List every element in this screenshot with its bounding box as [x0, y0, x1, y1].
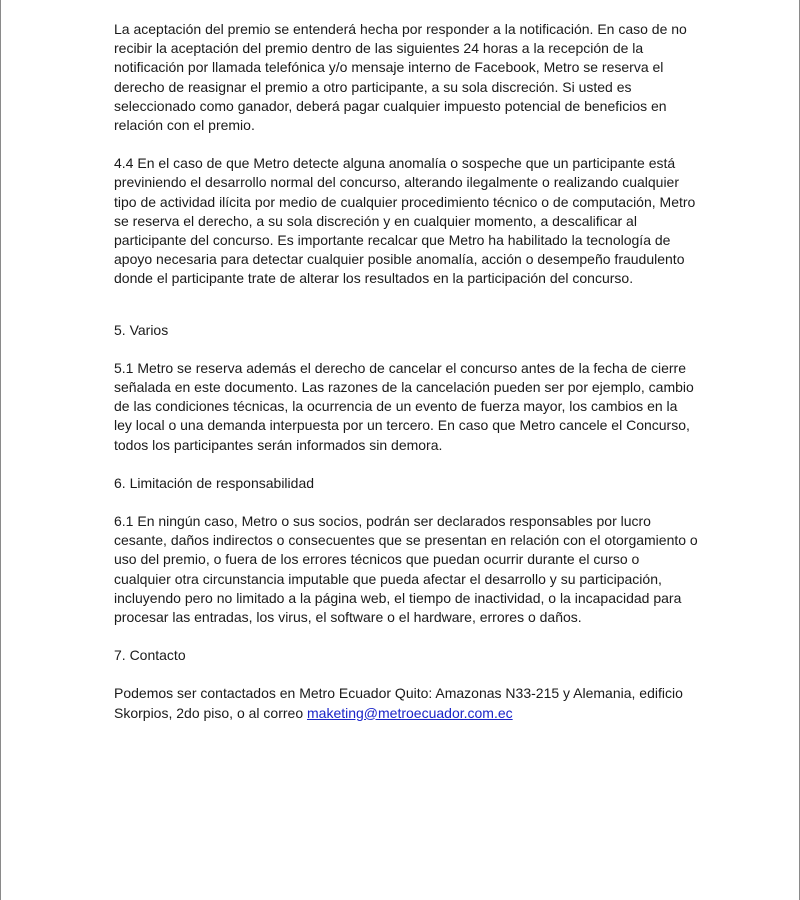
paragraph-4-4: 4.4 En el caso de que Metro detecte alguna anomalía o sospeche que un participante está previniendo el desarrollo normal del concurso, alterando ilegalmente o realizando cualquier tipo de actividad ilícita por medio de cualquier procedimiento técnico o de computación, Metro se reserva el derecho, a su sola discreción y en cualquier momento, a descalificar al participante del concurso. Es importante recalcar que Metro ha habilitado la tecnología de apoyo necesaria para detectar cualquier posible anomalía, acción o desempeño fraudulento donde el participante trate de alterar los resultados en la participación del concurso. — [114, 155, 696, 287]
document-body — [114, 20, 699, 742]
paragraph-5-1: 5.1 Metro se reserva además el derecho de cancelar el concurso antes de la fecha de cierre señalada en este documento. Las razones de la cancelación pueden ser por ejemplo, cambio de las condiciones técnicas, la ocurrencia de un evento de fuerza mayor, los cambios en la ley local o una demanda interpuesta por un tercero. En caso que Metro cancele el Concurso, todos los participantes serán informados sin demora. — [114, 359, 694, 453]
contact-email-link[interactable]: maketing@metroecuador.com.ec — [307, 704, 513, 721]
contact-text: Podemos ser contactados en Metro Ecuador Quito: Amazonas N33-215 y Alemania, edificio Skorpios, 2do piso, o al correo — [114, 685, 683, 721]
paragraph-contact — [114, 684, 699, 722]
paragraph-prize-acceptance: La aceptación del premio se entenderá hecha por responder a la notificación. En caso de no recibir la aceptación del premio dentro de las siguientes 24 horas a la recepción de la notificación por llamada telefónica y/o mensaje interno de Facebook, Metro se reserva el derecho de reasignar el premio a otro participante, a su sola discreción. Si usted es seleccionado como ganador, deberá pagar cualquier impuesto potencial de beneficios en relación con el premio. — [114, 21, 687, 134]
section-heading-varios: 5. Varios — [114, 321, 169, 338]
section-heading-limitacion: 6. Limitación de responsabilidad — [114, 474, 315, 491]
paragraph-6-1: 6.1 En ningún caso, Metro o sus socios, podrán ser declarados responsables por lucro cesante, daños indirectos o consecuentes que se presentan en relación con el otorgamiento o uso del premio, o fuera de los errores técnicos que puedan ocurrir durante el curso o cualquier otra circunstancia imputable que pueda afectar el desarrollo y su participación, incluyendo pero no limitado a la página web, el tiempo de inactividad, o la incapacidad para procesar las entradas, los virus, el software o el hardware, errores o daños. — [114, 513, 698, 626]
section-heading-contacto: 7. Contacto — [114, 647, 186, 664]
